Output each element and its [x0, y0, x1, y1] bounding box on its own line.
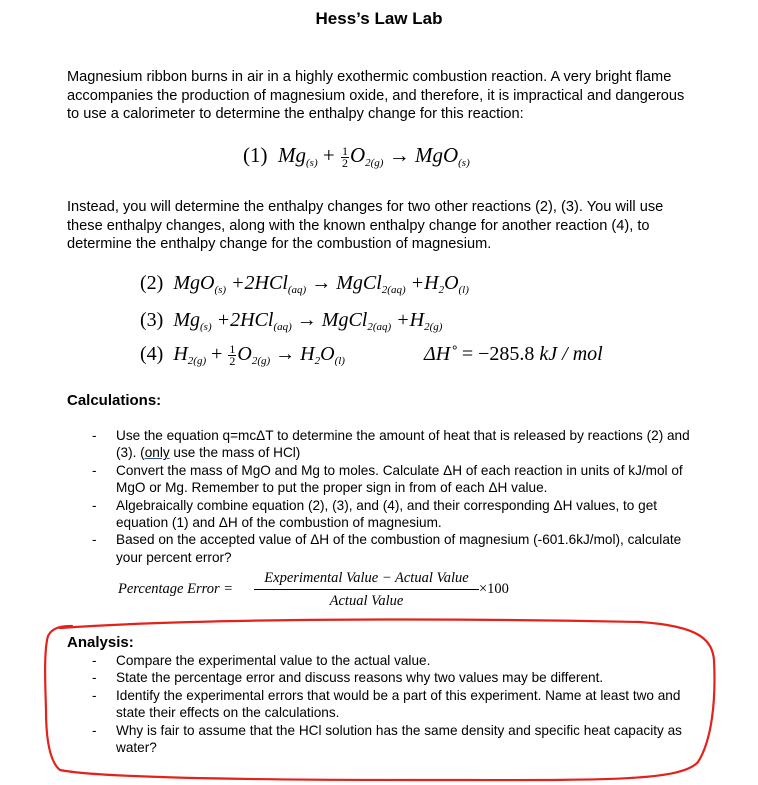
list-item: - Algebraically combine equation (2), (3), and (4), and their corresponding ΔH values, to get equation (1) and ΔH of the combustion of magnesium.	[92, 497, 658, 531]
list-item: - Compare the experimental value to the actual value.	[92, 653, 431, 668]
hand-drawn-loop	[45, 620, 714, 781]
list-item: - State the percentage error and discuss reasons why two values may be different.	[92, 670, 604, 686]
page-title: Hess’s Law Lab	[315, 9, 443, 28]
enthalpy-value: ΔH˚ = −285.8 kJ / mol	[424, 343, 603, 365]
equation-3: (3) $Mg_{(s)} +2HCl_{(aq)}$ → MgCl$_{2(aq)}$ $+H_{2(g)}$	[140, 309, 443, 333]
list-item: - Convert the mass of MgO and Mg to moles. Calculate ΔH of each reaction in units of kJ/mol of MgO or Mg. Remember to put the proper sign in from of each ΔH value.	[92, 462, 683, 496]
only-underlined: only	[144, 445, 170, 461]
equation-1: (1) $Mg_{(s)}$ + $\frac{1}{2}$ $O_{2(g)} \to MgO_{(s)}$	[243, 143, 470, 170]
one-half-fraction: $\frac{1}{2}$	[341, 143, 348, 170]
instead-paragraph: Instead, you will determine the enthalpy changes for two other reactions (2), (3). You will use these enthalpy changes, along with the known enthalpy change for another reaction (4), to determine the enthalpy change for the combustion of magnesium.	[67, 199, 664, 253]
one-half-fraction: $\frac{1}{2}$	[229, 341, 236, 368]
list-item: - Identify the experimental errors that would be a part of this experiment. Name at least two and state their effects on the calculations.	[92, 687, 681, 721]
list-item: - Based on the accepted value of ΔH of the combustion of magnesium (-601.6kJ/mol), calculate your percent error?	[92, 532, 682, 565]
list-item: - Use the equation q=mcΔT to determine the amount of heat that is released by reactions (2) and (3). (only use the mass of HCl)	[92, 428, 690, 461]
calculations-heading: Calculations:	[67, 392, 162, 409]
list-item: - Why is fair to assume that the HCl solution has the same density and specific heat capacity as water?	[92, 722, 682, 756]
equation-2: (2) MgO$_{(s)}$ +2HCl$_{(aq)}$ → MgCl$_{2(aq)}$ $+H_2O_{(l)}$	[140, 272, 469, 296]
equation-4: (4) $H_{2(g)}$ + $\frac{1}{2}$ $O_{2(g)} \to H_2O_{(l)}$	[140, 341, 345, 368]
intro-paragraph: Magnesium ribbon burns in air in a highly exothermic combustion reaction. A very bright flame accompanies the production of magnesium oxide, and therefore, it is impractical and dangerous to use a calorimeter to determine the enthalpy change for this reaction:	[67, 69, 685, 123]
analysis-heading: Analysis:	[67, 634, 134, 651]
